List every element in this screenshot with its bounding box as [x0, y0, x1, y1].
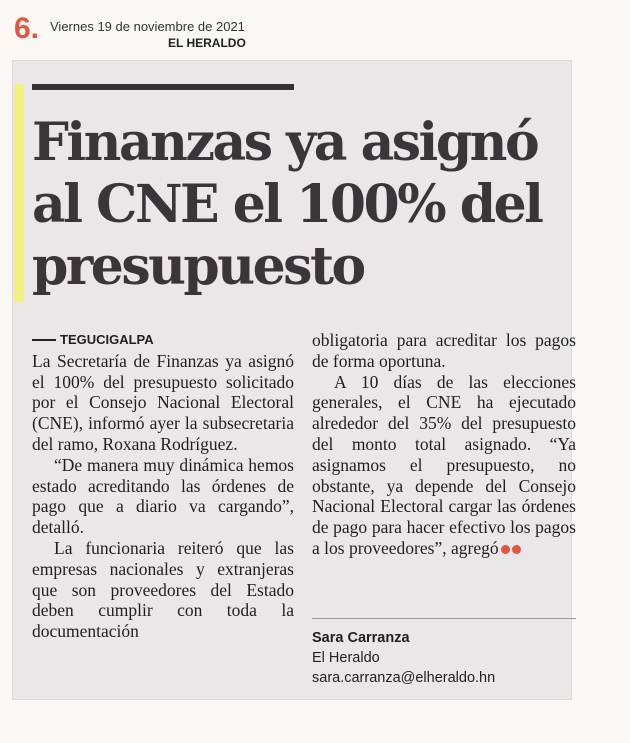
issue-date: Viernes 19 de noviembre de 2021 — [50, 19, 245, 34]
headline-rule — [32, 84, 294, 90]
byline-org: El Heraldo — [312, 650, 380, 666]
highlighter-mark — [14, 84, 24, 302]
headline: Finanzas ya asignó al CNE el 100% del presupuesto — [32, 112, 542, 297]
paragraph: obligatoria para acreditar los pagos de forma oportuna. — [312, 330, 576, 371]
publication-name: EL HERALDO — [168, 36, 246, 50]
article-column-2 — [312, 330, 576, 559]
paragraph: La Secretaría de Finanzas ya asignó el 100% del presupuesto solicitado por el Consejo Nacional Electoral (CNE), informó ayer la subsecretaria del ramo, Roxana Rodríguez. — [32, 350, 294, 454]
byline-rule — [312, 618, 576, 619]
dateline-rule — [32, 339, 56, 341]
paragraph: A 10 días de las elecciones generales, el CNE ha ejecutado alrededor del 35% del presupuesto del monto total asignado. “Ya asignamos el presupuesto, no obstante, ya depende del Consejo Nacional Electoral cargar las órdenes de pago para hacer efectivo los pagos a los proveedores”, agregó — [312, 371, 576, 558]
paragraph: “De manera muy dinámica hemos estado acreditando las órdenes de pago que a diario va cargando”, detalló. — [32, 454, 294, 538]
paragraph: La funcionaria reiteró que las empresas nacionales y extranjeras que son proveedores del Estado deben cumplir con toda la documentación — [32, 537, 294, 642]
dateline — [32, 330, 294, 351]
byline-email: sara.carranza@elheraldo.hn — [312, 670, 496, 686]
masthead — [0, 0, 630, 58]
byline-author: Sara Carranza — [312, 630, 410, 646]
dateline-text: TEGUCIGALPA — [60, 332, 154, 347]
page-number: 6. — [14, 12, 40, 45]
end-mark-icon — [512, 545, 521, 554]
article-column-1 — [32, 330, 294, 642]
end-mark-icon — [501, 545, 510, 554]
paragraph-with-end-mark — [312, 372, 576, 559]
byline — [312, 628, 495, 688]
